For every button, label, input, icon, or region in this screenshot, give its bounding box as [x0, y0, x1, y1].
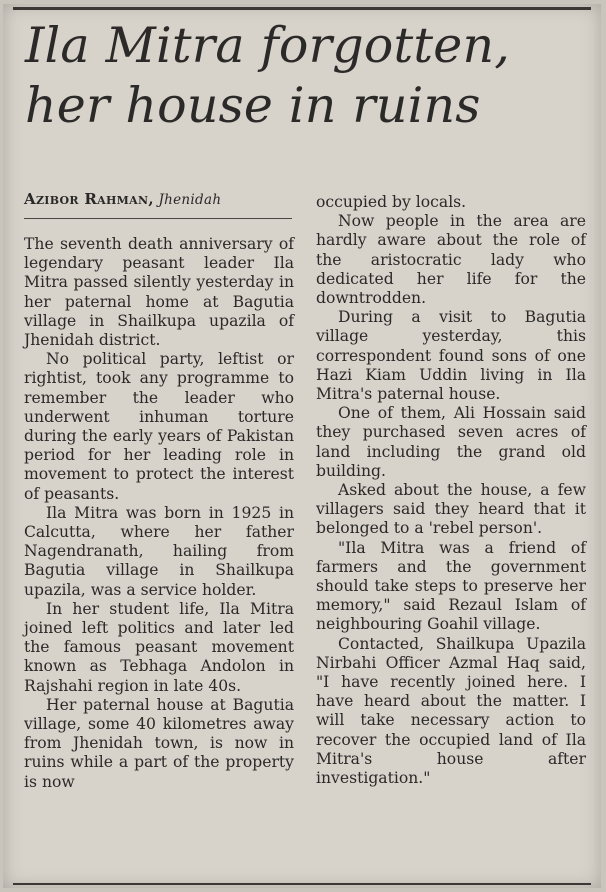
paragraph: Ila Mitra was born in 1925 in Calcutta, where her father Nagendranath, hailing from Bagutia village in Shailkupa upazila, was a service holder.: [24, 503, 294, 599]
paragraph: In her student life, Ila Mitra joined left politics and later led the famous peasant movement known as Tebhaga Andolon in Rajshahi region in late 40s.: [24, 599, 294, 695]
paragraph: During a visit to Bagutia village yesterday, this correspondent found sons of one Hazi Kiam Uddin living in Ila Mitra's paternal house.: [316, 308, 586, 404]
paragraph: Her paternal house at Bagutia village, some 40 kilometres away from Jhenidah town, is now in ruins while a part of the property is now: [24, 695, 294, 791]
byline: [24, 190, 294, 208]
paragraph: occupied by locals.: [316, 193, 467, 211]
top-rule: [13, 7, 591, 10]
headline-line-1: Ila Mitra forgotten,: [25, 17, 511, 74]
paragraph: Asked about the house, a few villagers said they heard that it belonged to a 'rebel person'.: [316, 481, 586, 538]
bottom-rule: [13, 883, 591, 885]
paragraph: One of them, Ali Hossain said they purchased seven acres of land including the grand old building.: [316, 404, 586, 480]
article-column-right: [316, 193, 586, 788]
byline-place: Jhenidah: [158, 192, 222, 208]
byline-rule: [24, 218, 292, 219]
paragraph: Now people in the area are hardly aware about the role of the aristocratic lady who dedicated her life for the downtrodden.: [316, 212, 586, 308]
byline-author: Azibor Rahman,: [24, 190, 154, 208]
paragraph: No political party, leftist or rightist, took any programme to remember the leader who underwent inhuman torture during the early years of Pakistan period for her leading role in movement to protect the interest of peasants.: [24, 350, 294, 503]
article-column-left: [24, 235, 294, 792]
paragraph: Contacted, Shailkupa Upazila Nirbahi Officer Azmal Haq said, "I have recently joined here. I have heard about the matter. I will take necessary action to recover the occupied land of Ila Mitra's house after investigation.": [316, 634, 586, 788]
newspaper-clipping: [3, 4, 601, 888]
headline: [25, 16, 595, 136]
paragraph: "Ila Mitra was a friend of farmers and the government should take steps to preserve her memory," said Rezaul Islam of neighbouring Goahil village.: [316, 538, 586, 634]
paragraph: The seventh death anniversary of legendary peasant leader Ila Mitra passed silently yesterday in her paternal home at Bagutia village in Shailkupa upazila of Jhenidah district.: [24, 235, 294, 350]
headline-line-2: her house in ruins: [25, 77, 481, 134]
